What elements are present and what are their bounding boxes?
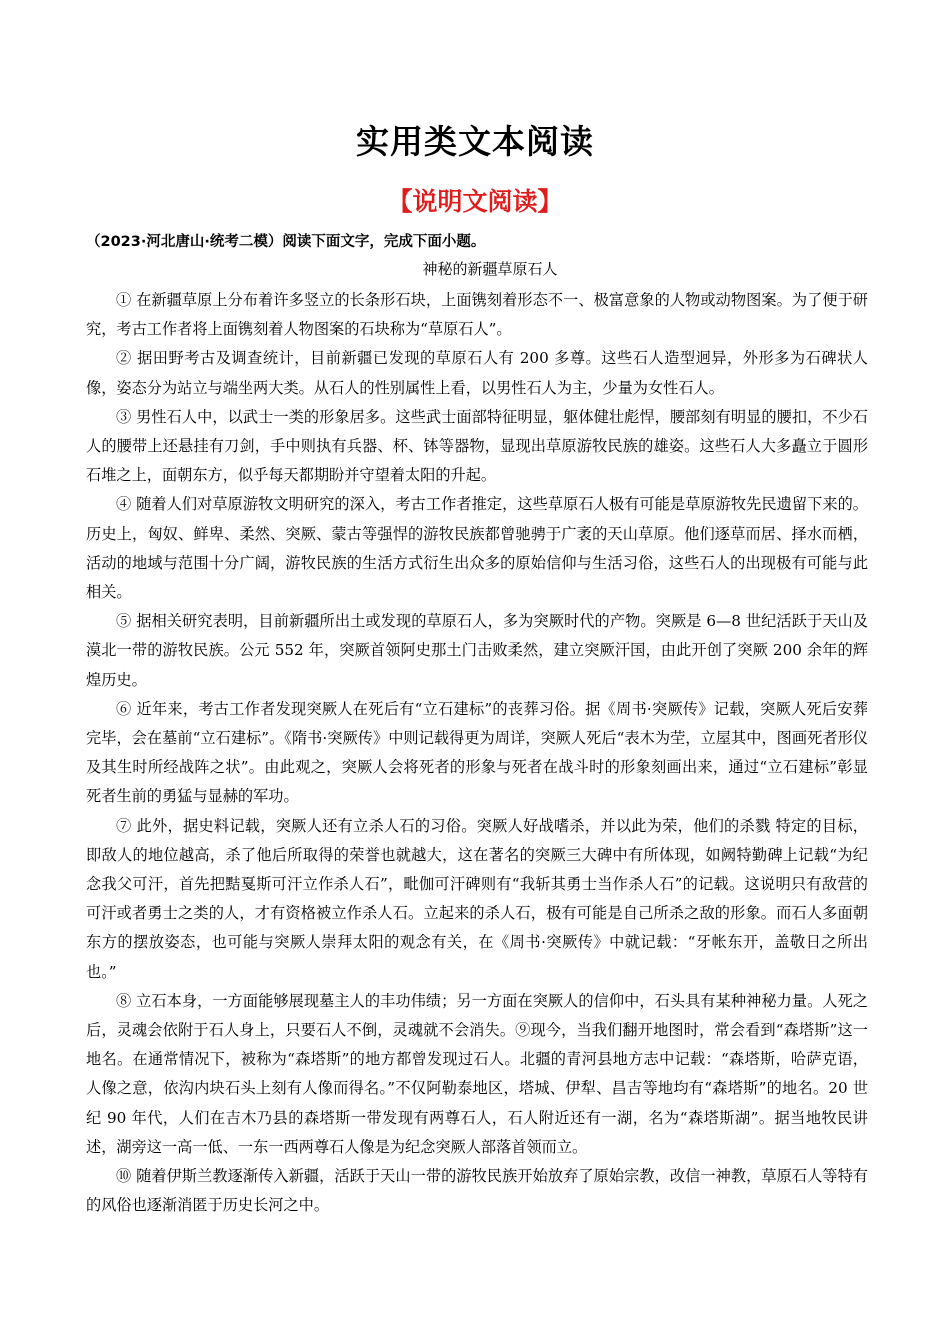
paragraph-7: ⑦ 此外，据史料记载，突厥人还有立杀人石的习俗。突厥人好战嗜杀，并以此为荣，他们的杀戮 特定的目标，即敌人的地位越高，杀了他后所取得的荣誉也就越大，这在著名的突厥三大碑中有所体现，如阙特勤碑上记载“为纪念我父可汗，首先把黠戛斯可汗立作杀人石”，毗伽可汗碑则有“我斩其勇士当作杀人石”的记载。这说明只有敌营的可汗或者勇士之类的人，才有资格被立作杀人石。立起来的杀人石，极有可能是自己所杀之敌的形象。而石人多面朝东方的摆放姿态，也可能与突厥人崇拜太阳的观念有关，在《周书·突厥传》中就记载：“牙帐东开，盖敬日之所出也。”	[86, 816, 868, 981]
paragraph-1: ① 在新疆草原上分布着许多竖立的长条形石块，上面镌刻着形态不一、极富意象的人物或动物图案。为了便于研究，考古工作者将上面镌刻着人物图案的石块称为“草原石人”。	[86, 291, 868, 339]
paragraph-2: ② 据田野考古及调查统计，目前新疆已发现的草原石人有 200 多尊。这些石人造型迥异，外形多为石碑状人像，姿态分为站立与端坐两大类。从石人的性别属性上看，以男性石人为主，少量为女性石人。	[86, 349, 868, 397]
article-title: 神秘的新疆草原石人	[422, 260, 558, 278]
paragraph-3: ③ 男性石人中，以武士一类的形象居多。这些武士面部特征明显，躯体健壮彪悍，腰部刻有明显的腰扣，不少石人的腰带上还悬挂有刀剑，手中则执有兵器、杯、钵等器物，显现出草原游牧民族的雄姿。这些石人大多矗立于圆形石堆之上，面朝东方，似乎每天都期盼并守望着太阳的升起。	[86, 407, 868, 485]
paragraph-5: ⑤ 据相关研究表明，目前新疆所出土或发现的草原石人，多为突厥时代的产物。突厥是 6—8 世纪活跃于天山及漠北一带的游牧民族。公元 552 年，突厥首领阿史那土门击败柔然，建立突厥汗国，由此开创了突厥 200 余年的辉煌历史。	[86, 612, 868, 689]
paragraph-8: ⑧ 立石本身，一方面能够展现墓主人的丰功伟绩；另一方面在突厥人的信仰中，石头具有某种神秘力量。人死之后，灵魂会依附于石人身上，只要石人不倒，灵魂就不会消失。⑨现今，当我们翻开地图时，常会看到“森塔斯”这一地名。在通常情况下，被称为“森塔斯”的地方都曾发现过石人。北疆的青河县地方志中记载：“森塔斯，哈萨克语，人像之意，依沟内块石头上刻有人像而得名。”不仅阿勒泰地区，塔城、伊犁、昌吉等地均有“森塔斯”的地名。20 世纪 90 年代，人们在吉木乃县的森塔斯一带发现有两尊石人，石人附近还有一湖，名为“森塔斯湖”。据当地牧民讲述，湖旁这一高一低、一东一西两尊石人像是为纪念突厥人部落首领而立。	[86, 991, 868, 1156]
source-line: （2023·河北唐山·统考二模）阅读下面文字，完成下面小题。	[86, 234, 486, 250]
page-title: 实用类文本阅读	[356, 122, 594, 161]
paragraph-10: ⑩ 随着伊斯兰教逐渐传入新疆，活跃于天山一带的游牧民族开始放弃了原始宗教，改信一神教，草原石人等特有的风俗也逐渐消匿于历史长河之中。	[86, 1167, 868, 1215]
article-body	[86, 286, 868, 1221]
section-title: 【说明文阅读】	[387, 187, 563, 216]
paragraph-6: ⑥ 近年来，考古工作者发现突厥人在死后有“立石建标”的丧葬习俗。据《周书·突厥传》记载，突厥人死后安葬完毕，会在墓前“立石建标”。《隋书·突厥传》中则记载得更为周详，突厥人死后“表木为茔，立屋其中，图画死者形仪及其生时所经战阵之状”。由此观之，突厥人会将死者的形象与死者在战斗时的形象刻画出来，通过“立石建标”彰显死者生前的勇猛与显赫的军功。	[86, 699, 868, 806]
paragraph-4: ④ 随着人们对草原游牧文明研究的深入，考古工作者推定，这些草原石人极有可能是草原游牧先民遗留下来的。历史上，匈奴、鲜卑、柔然、突厥、蒙古等强悍的游牧民族都曾驰骋于广袤的天山草原。他们逐草而居、择水而栖，活动的地域与范围十分广阔，游牧民族的生活方式衍生出众多的原始信仰与生活习俗，这些石人的出现极有可能与此相关。	[86, 495, 868, 602]
